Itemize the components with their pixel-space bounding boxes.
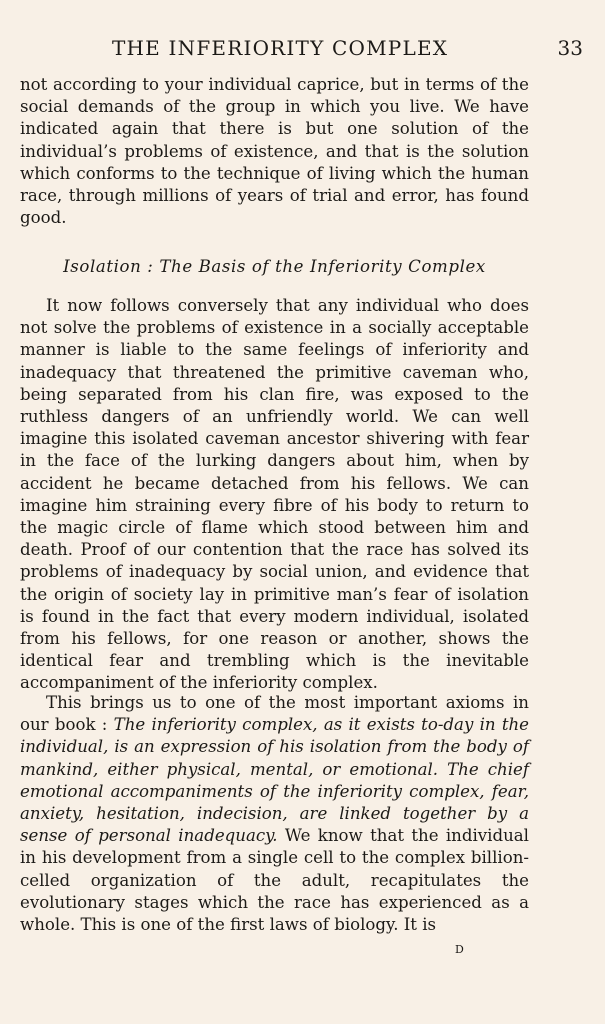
axiom-lead-text: This brings us to one of the most important axioms in our book : xyxy=(20,693,529,735)
page-number: 33 xyxy=(557,36,583,60)
running-title: THE INFERIORITY COMPLEX xyxy=(112,36,449,60)
axiom-tail-text: We know that the individual in his development from a single cell to the complex billion-celled organization of the adult, recapitulates the evolutionary stages which the race has experienced as a whole. This is one of the first laws of biology. It is xyxy=(20,826,529,935)
paragraph-continuation: not according to your individual caprice, but in terms of the social demands of the group in which you live. We have indicated again that there is but one solution of the individual’s problems of existence, and that is the solution which conforms to the technique of living which the human race, through millions of years of trial and error, has found good. xyxy=(20,75,529,228)
paragraph-isolation: It now follows conversely that any individual who does not solve the problems of existence in a socially acceptable manner is liable to the same feelings of inferiority and inadequacy that threatened the primitive caveman who, being separated from his clan fire, was exposed to the ruthless dangers of an unfriendly world. We can well imagine this isolated caveman ancestor shivering with fear in the face of the lurking dangers about him, when by accident he became detached from his fellows. We can imagine him straining every fibre of his body to return to the magic circle of flame which stood between him and death. Proof of our contention that the race has solved its problems of inadequacy by social union, and evidence that the origin of society lay in primitive man’s fear of isolation is found in the fact that every modern individual, isolated from his fellows, for one reason or another, shows the identical fear and trembling which is the inevitable accompaniment of the inferiority complex. xyxy=(20,296,529,693)
paragraph-axiom xyxy=(20,692,529,936)
axiom-italic-text: The inferiority complex, as it exists to-day in the individual, is an expression of his isolation from the body of mankind, either physical, mental, or emotional. The chief emotional accompaniments of the inferiority complex, fear, anxiety, hesitation, indecision, are linked together by a sense of personal inadequacy. xyxy=(20,715,529,846)
section-heading: Isolation : The Basis of the Inferiority Complex xyxy=(63,257,486,276)
printer-signature-mark: D xyxy=(455,943,465,956)
running-head xyxy=(20,36,585,66)
